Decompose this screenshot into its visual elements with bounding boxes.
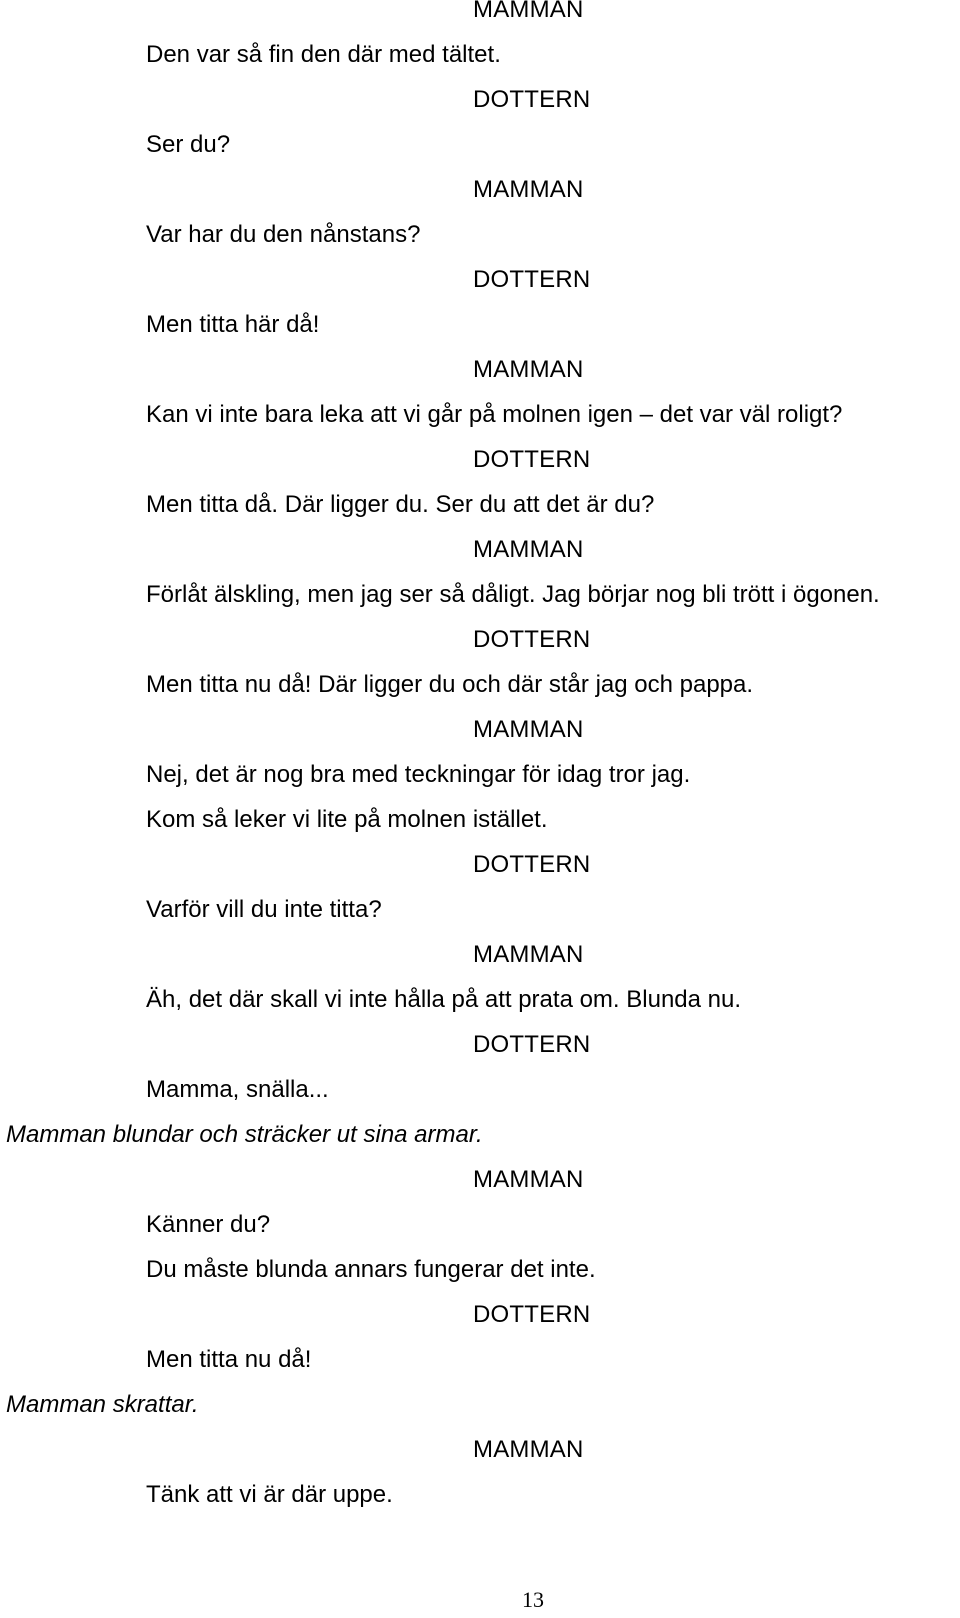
speaker-name: MAMMAN xyxy=(473,716,584,743)
dialogue-line: Men titta nu då! Där ligger du och där står jag och pappa. xyxy=(146,671,754,698)
dialogue-line: Du måste blunda annars fungerar det inte. xyxy=(146,1256,596,1283)
dialogue-line: Känner du? xyxy=(146,1211,271,1238)
speaker-name: DOTTERN xyxy=(473,1301,591,1328)
speaker-name: MAMMAN xyxy=(473,1436,584,1463)
speaker-name: DOTTERN xyxy=(473,446,591,473)
dialogue-line: Tänk att vi är där uppe. xyxy=(146,1481,393,1508)
dialogue-line: Mamma, snälla... xyxy=(146,1076,329,1103)
speaker-name: MAMMAN xyxy=(473,0,584,23)
page-number: 13 xyxy=(522,1587,544,1612)
speaker-name: MAMMAN xyxy=(473,356,584,383)
dialogue-line: Var har du den nånstans? xyxy=(146,221,421,248)
speaker-name: DOTTERN xyxy=(473,851,591,878)
dialogue-line: Kom så leker vi lite på molnen istället. xyxy=(146,806,548,833)
speaker-name: DOTTERN xyxy=(473,626,591,653)
stage-direction: Mamman skrattar. xyxy=(6,1391,199,1418)
speaker-name: DOTTERN xyxy=(473,86,591,113)
speaker-name: DOTTERN xyxy=(473,1031,591,1058)
dialogue-line: Äh, det där skall vi inte hålla på att prata om. Blunda nu. xyxy=(146,986,742,1013)
dialogue-line: Ser du? xyxy=(146,131,231,158)
speaker-name: MAMMAN xyxy=(473,1166,584,1193)
speaker-name: DOTTERN xyxy=(473,266,591,293)
dialogue-line: Varför vill du inte titta? xyxy=(146,896,382,923)
speaker-name: MAMMAN xyxy=(473,176,584,203)
stage-direction: Mamman blundar och sträcker ut sina armar. xyxy=(6,1121,483,1148)
speaker-name: MAMMAN xyxy=(473,536,584,563)
dialogue-line: Förlåt älskling, men jag ser så dåligt. Jag börjar nog bli trött i ögonen. xyxy=(146,581,880,608)
dialogue-line: Den var så fin den där med tältet. xyxy=(146,41,501,68)
speaker-name: MAMMAN xyxy=(473,941,584,968)
dialogue-line: Nej, det är nog bra med teckningar för idag tror jag. xyxy=(146,761,691,788)
dialogue-line: Men titta då. Där ligger du. Ser du att det är du? xyxy=(146,491,655,518)
dialogue-line: Men titta här då! xyxy=(146,311,320,338)
dialogue-line: Men titta nu då! xyxy=(146,1346,312,1373)
dialogue-line: Kan vi inte bara leka att vi går på molnen igen – det var väl roligt? xyxy=(146,401,843,428)
